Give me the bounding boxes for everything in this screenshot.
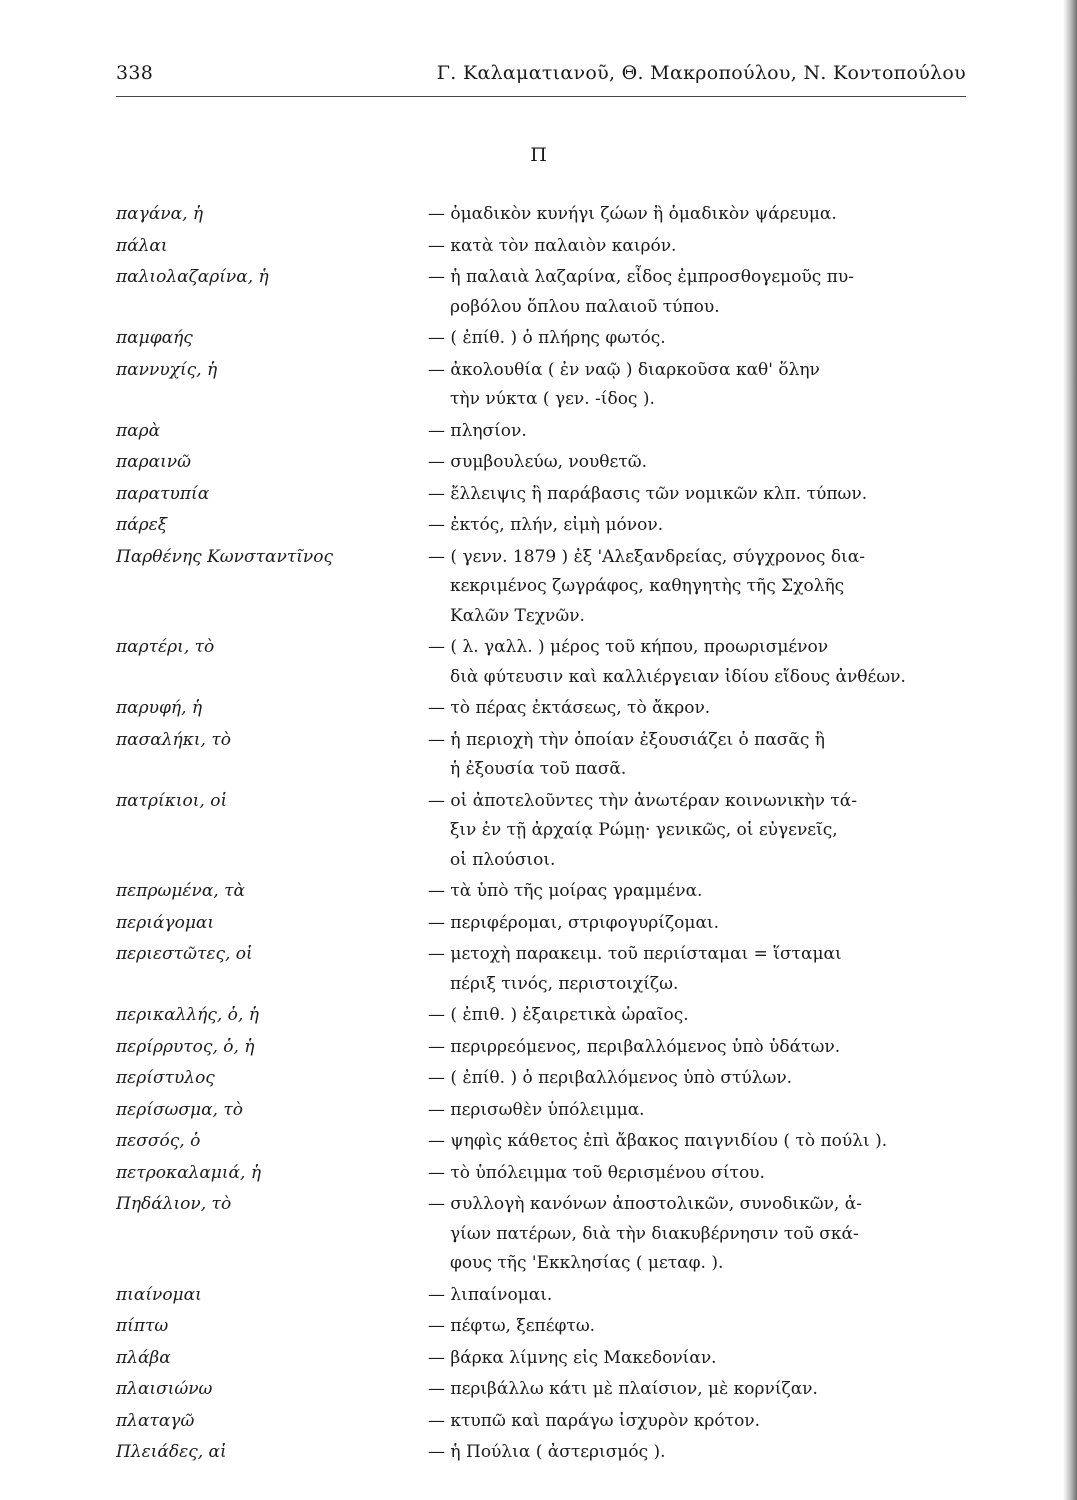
glossary-entry xyxy=(116,1407,976,1437)
entry-definition xyxy=(428,324,970,354)
definition-line: ξιν ἐν τῇ ἀρχαίᾳ Ρώμῃ· γενικῶς, οἱ εὐγενεῖς, xyxy=(450,820,838,840)
entry-term: παρτέρι, τὸ xyxy=(116,637,215,657)
entry-term: περιάγομαι xyxy=(116,912,215,933)
entry-term: παρὰ xyxy=(116,420,161,441)
definition-line: — ( λ. γαλλ. ) μέρος τοῦ κήπου, προωρισμένον xyxy=(428,637,829,657)
glossary-entry xyxy=(116,263,976,322)
definition-line: — κατὰ τὸν παλαιὸν καιρόν. xyxy=(428,235,677,256)
entry-definition xyxy=(428,787,970,876)
glossary-entry xyxy=(116,1375,976,1405)
entry-definition xyxy=(428,1159,970,1189)
entry-term: πλαισιώνω xyxy=(116,1379,213,1399)
glossary-entry xyxy=(116,1190,976,1279)
entry-definition xyxy=(428,1312,970,1342)
glossary-entry xyxy=(116,324,976,354)
definition-line: — ἀκολουθία ( ἐν ναῷ ) διαρκοῦσα καθ' ὅλην xyxy=(428,359,820,380)
definition-line: — κτυπῶ καὶ παράγω ἰσχυρὸν κρότον. xyxy=(428,1410,761,1431)
definition-line: — τὸ πέρας ἐκτάσεως, τὸ ἄκρον. xyxy=(428,698,711,718)
glossary-entry xyxy=(116,232,976,262)
entry-definition xyxy=(428,543,970,632)
definition-line: — συμβουλεύω, νουθετῶ. xyxy=(428,452,647,472)
definition-line: — πλησίον. xyxy=(428,420,527,441)
definition-line: πέριξ τινός, περιστοιχίζω. xyxy=(450,973,679,994)
entry-definition xyxy=(428,1438,970,1468)
definition-line: — λιπαίνομαι. xyxy=(428,1284,553,1305)
glossary-entry xyxy=(116,909,976,939)
definition-line: — ( ἐπίθ. ) ὁ περιβαλλόμενος ὑπὸ στύλων. xyxy=(428,1068,793,1088)
entry-term: πιαίνομαι xyxy=(116,1284,202,1305)
entry-definition xyxy=(428,1344,970,1374)
definition-line: — συλλογὴ κανόνων ἀποστολικῶν, συνοδικῶν, ἁ- xyxy=(428,1194,862,1214)
definition-line: — ( ἐπίθ. ) ὁ πλήρης φωτός. xyxy=(428,328,666,348)
definition-line: — ( γενν. 1879 ) ἐξ 'Αλεξανδρείας, σύγχρονος δια- xyxy=(428,546,865,567)
entry-definition xyxy=(428,480,970,510)
definition-line: — περιφέρομαι, στριφογυρίζομαι. xyxy=(428,912,719,933)
definition-line: — τὰ ὑπὸ τῆς μοίρας γραμμένα. xyxy=(428,881,703,901)
glossary-entry xyxy=(116,1344,976,1374)
entry-term: πίπτω xyxy=(116,1316,169,1336)
entry-definition xyxy=(428,356,970,415)
definition-line: — πέφτω, ξεπέφτω. xyxy=(428,1316,596,1336)
entry-definition xyxy=(428,940,970,999)
entry-definition xyxy=(428,232,970,262)
glossary-entry xyxy=(116,448,976,478)
entry-term: παγάνα, ἡ xyxy=(116,204,204,224)
glossary-entry xyxy=(116,940,976,999)
definition-line: — ἡ περιοχὴ τὴν ὁποίαν ἐξουσιάζει ὁ πασᾶς ἢ xyxy=(428,729,825,750)
entry-term: περίστυλος xyxy=(116,1068,215,1088)
entry-definition xyxy=(428,263,970,322)
definition-line: — ἔλλειψις ἢ παράβασις τῶν νομικῶν κλπ. τύπων. xyxy=(428,483,868,504)
page-edge-shadow xyxy=(1063,0,1077,1500)
entry-definition xyxy=(428,909,970,939)
entry-definition xyxy=(428,1190,970,1279)
glossary-entry xyxy=(116,633,976,692)
definition-line: — οἱ ἀποτελοῦντες τὴν ἀνωτέραν κοινωνικὴν τά- xyxy=(428,790,857,811)
entry-term: πεπρωμένα, τὰ xyxy=(116,881,246,901)
entry-definition xyxy=(428,448,970,478)
definition-line: — ( ἐπιθ. ) ἐξαιρετικὰ ὡραῖος. xyxy=(428,1005,689,1025)
entry-definition xyxy=(428,877,970,907)
entry-definition xyxy=(428,1127,970,1157)
entry-term: Πηδάλιον, τὸ xyxy=(116,1194,232,1214)
definition-line: φους τῆς 'Εκκλησίας ( μεταφ. ). xyxy=(450,1253,724,1273)
glossary-entry xyxy=(116,1001,976,1031)
definition-line: — ὁμαδικὸν κυνήγι ζώων ἢ ὁμαδικὸν ψάρευμα. xyxy=(428,204,837,224)
entry-term: Πλειάδες, αἱ xyxy=(116,1442,227,1462)
glossary-entry xyxy=(116,877,976,907)
definition-line: — περισωθὲν ὑπόλειμμα. xyxy=(428,1099,645,1120)
definition-line: — ἡ Πούλια ( ἀστερισμός ). xyxy=(428,1442,666,1462)
entry-definition xyxy=(428,200,970,230)
running-title: Γ. Καλαματιανοῦ, Θ. Μακροπούλου, Ν. Κοντοπούλου xyxy=(436,62,966,84)
definition-line: — βάρκα λίμνης εἰς Μακεδονίαν. xyxy=(428,1347,717,1368)
definition-line: κεκριμένος ζωγράφος, καθηγητὴς τῆς Σχολῆς xyxy=(450,576,845,596)
entry-term: παραινῶ xyxy=(116,452,191,472)
entry-definition xyxy=(428,1096,970,1126)
glossary-list xyxy=(116,200,976,1470)
entry-definition xyxy=(428,511,970,541)
glossary-entry xyxy=(116,356,976,415)
definition-line: — ψηφὶς κάθετος ἐπὶ ἄβακος παιγνιδίου ( τὸ πούλι ). xyxy=(428,1131,888,1151)
definition-line: οἱ πλούσιοι. xyxy=(450,849,556,870)
glossary-entry xyxy=(116,1159,976,1189)
entry-definition xyxy=(428,694,970,724)
glossary-entry xyxy=(116,1064,976,1094)
entry-definition xyxy=(428,1407,970,1437)
glossary-entry xyxy=(116,200,976,230)
definition-line: διὰ φύτευσιν καὶ καλλιέργειαν ἰδίου εἴδους ἀνθέων. xyxy=(450,666,906,687)
entry-term: πλαταγῶ xyxy=(116,1410,195,1431)
entry-term: περίσωσμα, τὸ xyxy=(116,1099,244,1120)
entry-definition xyxy=(428,1001,970,1031)
entry-term: παρατυπία xyxy=(116,483,210,504)
entry-definition xyxy=(428,1281,970,1311)
entry-term: πάλαι xyxy=(116,235,168,256)
entry-definition xyxy=(428,417,970,447)
definition-line: — ἡ παλαιὰ λαζαρίνα, εἶδος ἐμπροσθογεμοῦς πυ- xyxy=(428,267,854,287)
definition-line: ἡ ἐξουσία τοῦ πασᾶ. xyxy=(450,759,627,779)
entry-definition xyxy=(428,633,970,692)
entry-term: πάρεξ xyxy=(116,515,168,535)
entry-term: Παρθένης Κωνσταντῖνος xyxy=(116,546,333,567)
entry-term: παρυφή, ἡ xyxy=(116,698,203,718)
page-number: 338 xyxy=(116,62,154,84)
definition-line: — περιρρεόμενος, περιβαλλόμενος ὑπὸ ὑδάτων. xyxy=(428,1036,841,1057)
definition-line: Καλῶν Τεχνῶν. xyxy=(450,605,585,626)
glossary-entry xyxy=(116,417,976,447)
glossary-entry xyxy=(116,480,976,510)
glossary-entry xyxy=(116,726,976,785)
section-letter: Π xyxy=(530,144,547,166)
definition-line: τὴν νύκτα ( γεν. -ίδος ). xyxy=(450,389,655,409)
header-rule xyxy=(116,96,966,97)
glossary-entry xyxy=(116,543,976,632)
entry-term: περικαλλής, ὁ, ἡ xyxy=(116,1005,259,1025)
glossary-entry xyxy=(116,1127,976,1157)
glossary-entry xyxy=(116,1033,976,1063)
glossary-entry xyxy=(116,1281,976,1311)
entry-term: πεσσός, ὁ xyxy=(116,1131,201,1151)
entry-term: πασαλήκι, τὸ xyxy=(116,729,231,750)
glossary-entry xyxy=(116,1096,976,1126)
definition-line: — τὸ ὑπόλειμμα τοῦ θερισμένου σίτου. xyxy=(428,1162,765,1183)
glossary-entry xyxy=(116,787,976,876)
definition-line: — μετοχὴ παρακειμ. τοῦ περιίσταμαι = ἵσταμαι xyxy=(428,944,842,964)
entry-definition xyxy=(428,1033,970,1063)
definition-line: γίων πατέρων, διὰ τὴν διακυβέρνησιν τοῦ σκά- xyxy=(450,1223,859,1244)
entry-term: πλάβα xyxy=(116,1347,171,1368)
definition-line: ροβόλου ὅπλου παλαιοῦ τύπου. xyxy=(450,296,720,317)
entry-term: περιεστῶτες, οἱ xyxy=(116,944,253,964)
entry-term: περίρρυτος, ὁ, ἡ xyxy=(116,1036,255,1057)
entry-definition xyxy=(428,1375,970,1405)
glossary-entry xyxy=(116,1438,976,1468)
entry-term: παλιολαζαρίνα, ἡ xyxy=(116,267,269,287)
entry-term: παννυχίς, ἡ xyxy=(116,359,218,380)
glossary-entry xyxy=(116,1312,976,1342)
entry-definition xyxy=(428,726,970,785)
glossary-entry xyxy=(116,511,976,541)
entry-term: παμφαής xyxy=(116,328,193,348)
definition-line: — περιβάλλω κάτι μὲ πλαίσιον, μὲ κορνίζαν. xyxy=(428,1379,818,1399)
entry-term: πατρίκιοι, οἱ xyxy=(116,790,228,811)
entry-term: πετροκαλαμιά, ἡ xyxy=(116,1162,261,1183)
entry-definition xyxy=(428,1064,970,1094)
definition-line: — ἐκτός, πλήν, εἰμὴ μόνον. xyxy=(428,515,664,535)
glossary-entry xyxy=(116,694,976,724)
